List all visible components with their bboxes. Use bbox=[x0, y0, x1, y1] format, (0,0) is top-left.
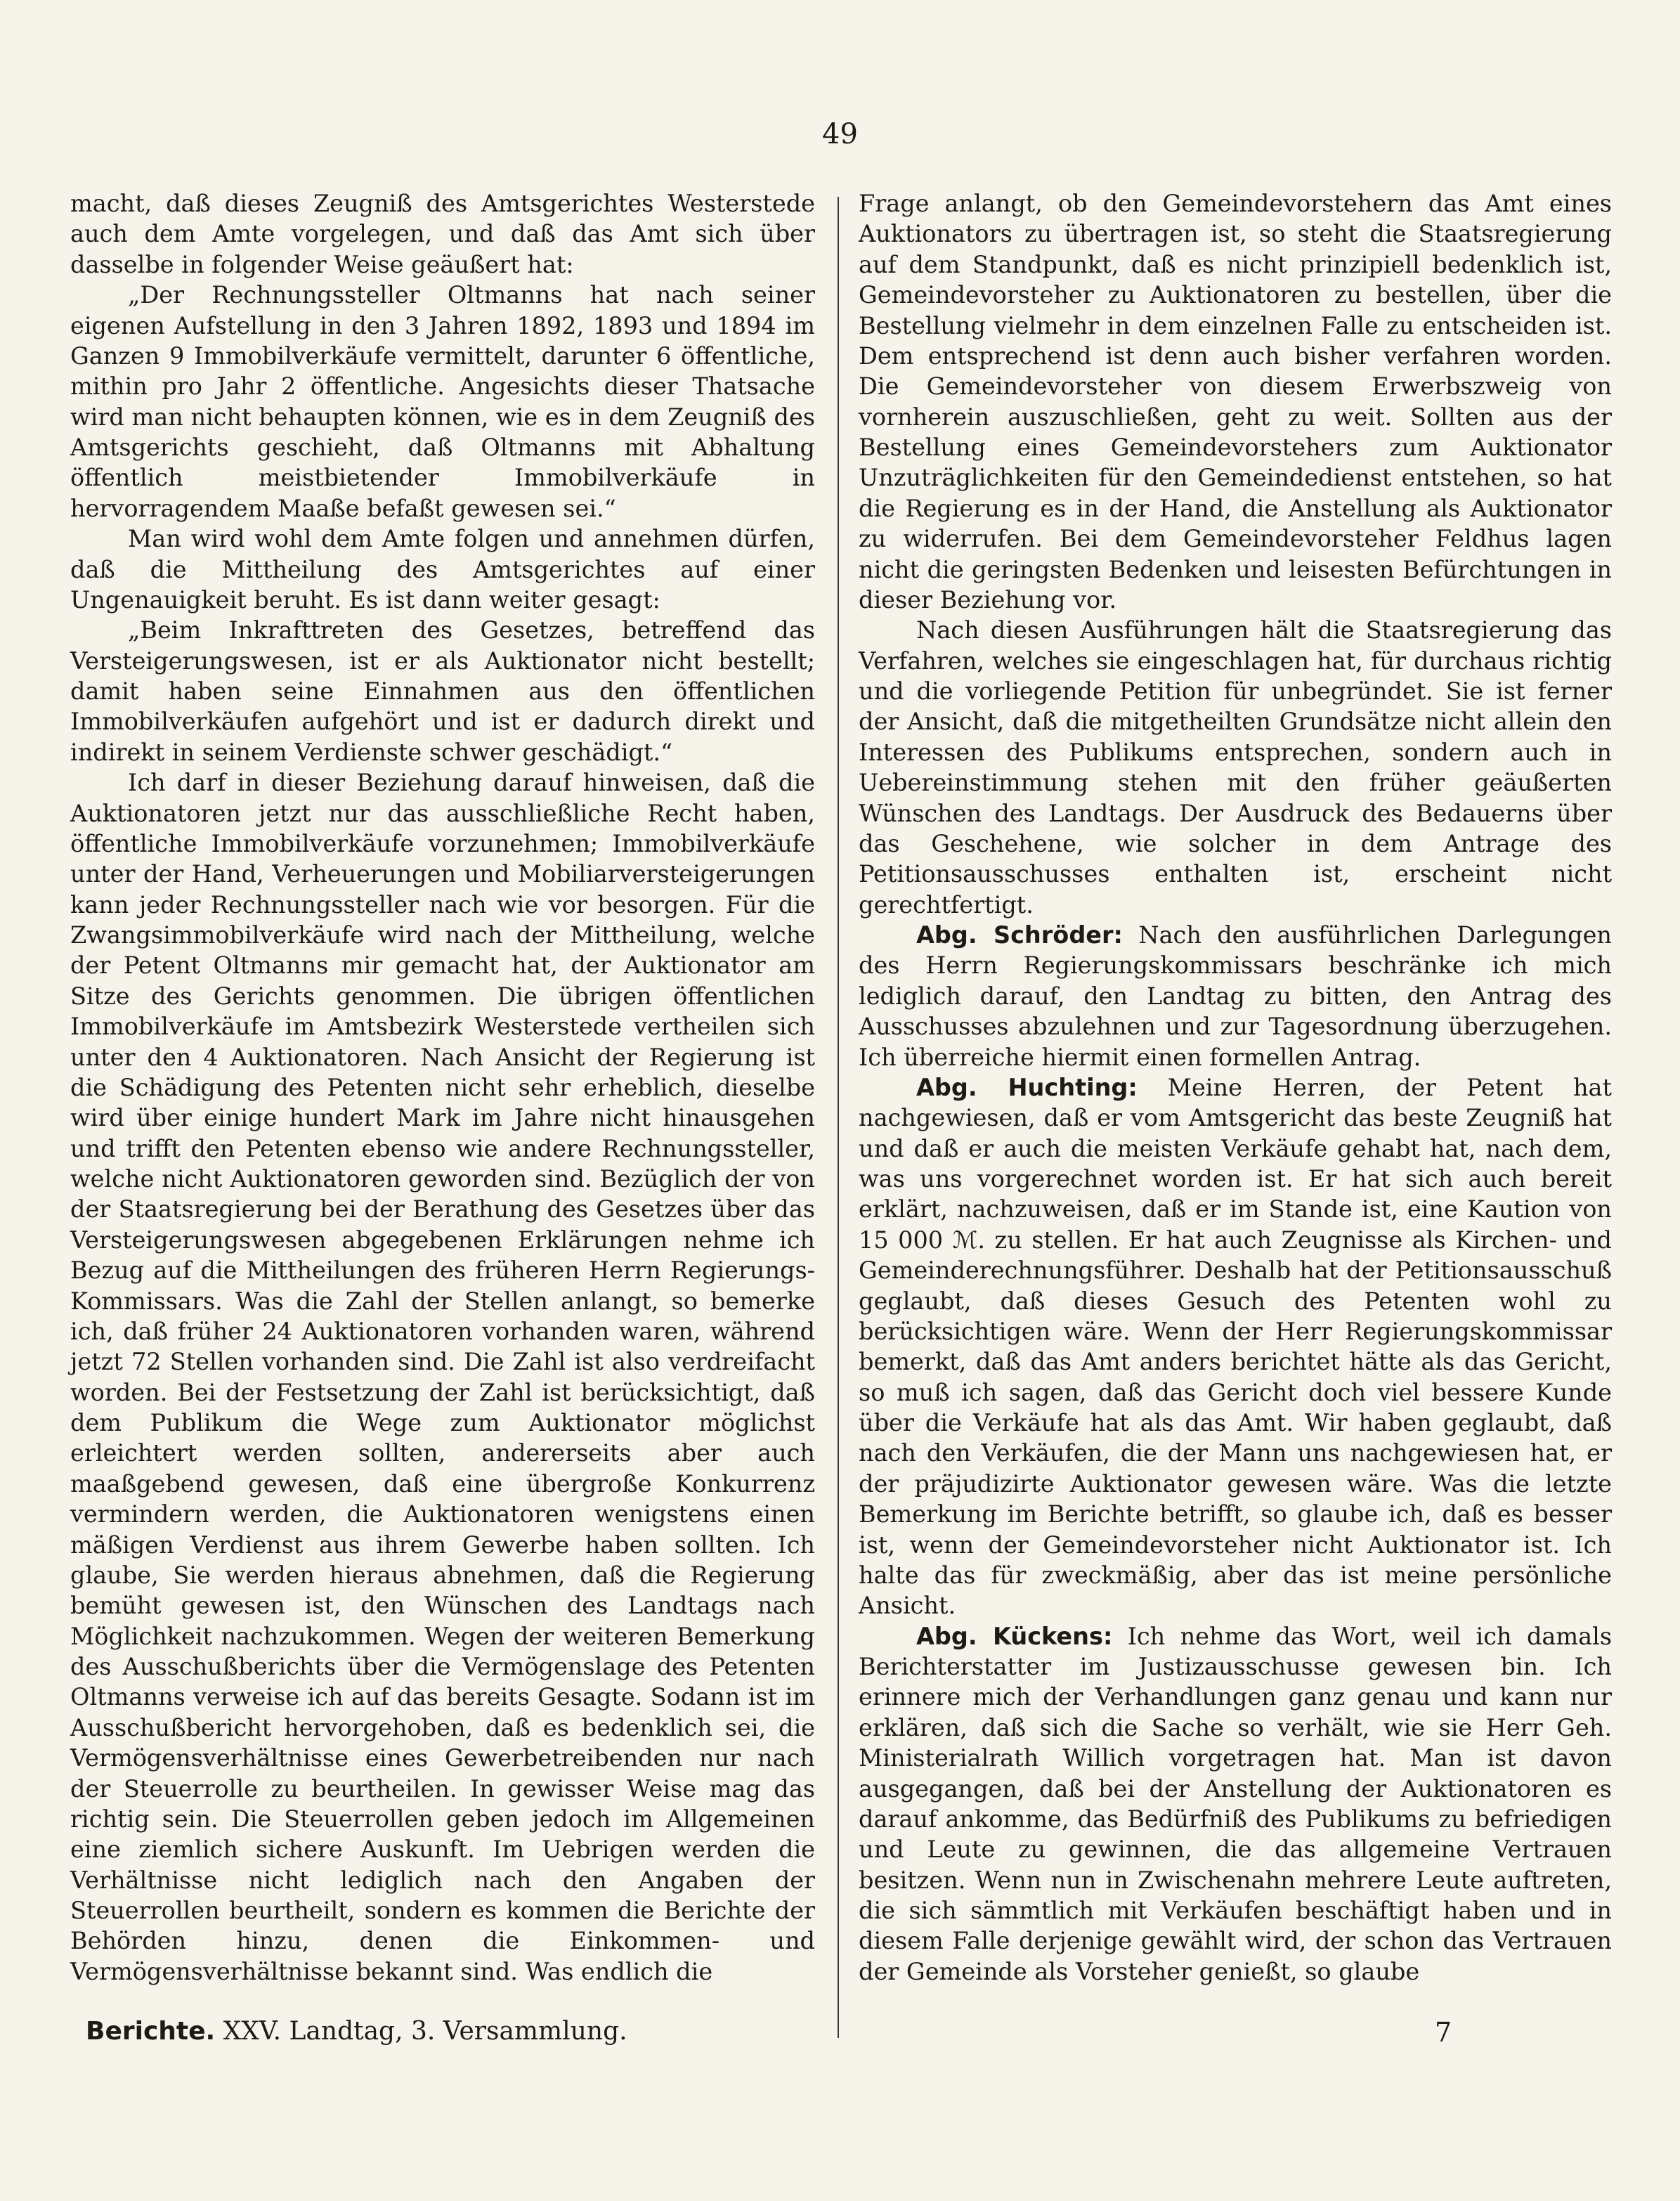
paragraph bbox=[859, 1072, 1612, 1621]
footer-signature-text: XXV. Landtag, 3. Versammlung. bbox=[215, 2017, 627, 2046]
paragraph-text: „Beim Inkrafttreten des Gesetzes, betreffend das Versteigerungswesen, ist er als Auktionator nicht bestellt; damit haben seine Einnahmen aus den öffentlichen Immobilverkäufen aufgehört und ist er dadurch direkt und indirekt in seinem Verdienste schwer geschädigt.“ bbox=[70, 616, 815, 766]
paragraph-text: Frage anlangt, ob den Gemeindevorstehern das Amt eines Auktionators zu übertragen ist, so steht die Staatsregierung auf dem Standpunkt, daß es nicht prinzipiell bedenklich ist, Gemeindevorsteher zu Auktionatoren zu bestellen, über die Bestellung vielmehr in dem einzelnen Falle zu entscheiden ist. Dem entsprechend ist denn auch bisher verfahren worden. Die Gemeindevorsteher von diesem Erwerbszweig von vornherein auszuschließen, geht zu weit. Sollten aus der Bestellung eines Gemeindevorstehers zum Auktionator Unzuträglichkeiten für den Gemeindedienst entstehen, so hat die Regierung es in der Hand, die Anstellung als Auktionator zu widerrufen. Bei dem Gemeindevorsteher Feldhus lagen nicht die geringsten Bedenken und leisesten Befürchtungen in dieser Beziehung vor. bbox=[859, 190, 1612, 613]
speaker-name: Abg. Kückens: bbox=[916, 1622, 1113, 1650]
left-column bbox=[70, 188, 815, 1987]
speaker-name: Abg. Schröder: bbox=[916, 921, 1123, 949]
footer-signature bbox=[86, 2017, 627, 2046]
paragraph bbox=[70, 767, 815, 1987]
right-column bbox=[859, 188, 1612, 1987]
sheet-number: 7 bbox=[1435, 2017, 1452, 2048]
paragraph-text: macht, daß dieses Zeugniß des Amtsgerichtes Westerstede auch dem Amte vorgelegen, und daß das Amt sich über dasselbe in folgender Weise geäußert hat: bbox=[70, 190, 815, 278]
footer-signature-word: Berichte. bbox=[86, 2017, 216, 2046]
paragraph bbox=[70, 615, 815, 767]
paragraph bbox=[70, 188, 815, 280]
paragraph-text: Nach den ausführlichen Darlegungen des Herrn Regierungskommissars beschränke ich mich lediglich darauf, den Landtag zu bitten, den Antrag des Ausschusses abzulehnen und zur Tagesordnung überzugehen. Ich überreiche hiermit einen formellen Antrag. bbox=[859, 921, 1613, 1071]
page-number: 49 bbox=[822, 118, 858, 150]
paragraph bbox=[859, 615, 1612, 920]
paragraph-text: Ich darf in dieser Beziehung darauf hinweisen, daß die Auktionatoren jetzt nur das ausschließliche Recht haben, öffentliche Immobilverkäufe vorzunehmen; Immobilverkäufe unter der Hand, Verheuerungen und Mobiliarversteigerungen kann jeder Rechnungssteller nach wie vor besorgen. Für die Zwangsimmobilverkäufe wird nach der Mittheilung, welche der Petent Oltmanns mir gemacht hat, der Auktionator am Sitze des Gerichts genommen. Die übrigen öffentlichen Immobilverkäufe im Amtsbezirk Westerstede vertheilen sich unter den 4 Auktionatoren. Nach Ansicht der Regierung ist die Schädigung des Petenten nicht sehr erheblich, dieselbe wird über einige hundert Mark im Jahre nicht hinausgehen und trifft den Petenten ebenso wie andere Rechnungssteller, welche nicht Auktionatoren geworden sind. Bezüglich der von der Staatsregierung bei der Berathung des Gesetzes über das Versteigerungswesen abgegebenen Erklärungen nehme ich Bezug auf die Mittheilungen des früheren Herrn Regierungs-Kommissars. Was die Zahl der Stellen anlangt, so bemerke ich, daß früher 24 Auktionatoren vorhanden waren, während jetzt 72 Stellen vorhanden sind. Die Zahl ist also verdreifacht worden. Bei der Festsetzung der Zahl ist berücksichtigt, daß dem Publikum die Wege zum Auktionator möglichst erleichtert werden sollten, andererseits aber auch maaßgebend gewesen, daß eine übergroße Konkurrenz vermindern werden, die Auktionatoren wenigstens einen mäßigen Verdienst aus ihrem Gewerbe haben sollten. Ich glaube, Sie werden hieraus abnehmen, daß die Regierung bemüht gewesen ist, den Wünschen des Landtags nach Möglichkeit nachzukommen. Wegen der weiteren Bemerkung des Ausschußberichts über die Vermögenslage des Petenten Oltmanns verweise ich auf das bereits Gesagte. Sodann ist im Ausschußbericht hervorgehoben, daß es bedenklich sei, die Vermögensverhältnisse eines Gewerbetreibenden nur nach der Steuerrolle zu beurtheilen. In gewisser Weise mag das richtig sein. Die Steuerrollen geben jedoch im Allgemeinen eine ziemlich sichere Auskunft. Im Uebrigen werden die Verhältnisse nicht lediglich nach den Angaben der Steuerrollen beurtheilt, sondern es kommen die Berichte der Behörden hinzu, denen die Einkommen- und Vermögensverhältnisse bekannt sind. Was endlich die bbox=[70, 769, 815, 1985]
paragraph bbox=[859, 1621, 1612, 1987]
paragraph-text: Ich nehme das Wort, weil ich damals Berichterstatter im Justizausschusse gewesen bin. Ich erinnere mich der Verhandlungen ganz genau und kann nur erklären, daß sich die Sache so verhält, wie sie Herr Geh. Ministerialrath Willich vorgetragen hat. Man ist davon ausgegangen, daß bei der Anstellung der Auktionatoren es darauf ankomme, das Bedürfniß des Publikums zu befriedigen und Leute zu gewinnen, die das allgemeine Vertrauen besitzen. Wenn nun in Zwischenahn mehrere Leute auftreten, die sich sämmtlich mit Verkäufen beschäftigt haben und in diesem Falle derjenige gewählt wird, der schon das Vertrauen der Gemeinde als Vorsteher genießt, so glaube bbox=[859, 1622, 1613, 1985]
paragraph bbox=[70, 280, 815, 524]
paragraph-text: Meine Herren, der Petent hat nachgewiesen, daß er vom Amtsgericht das beste Zeugniß hat und daß er auch die meisten Verkäufe gehabt hat, nach dem, was uns vorgerechnet worden ist. Er hat sich auch bereit erklärt, nachzuweisen, daß er im Stande ist, eine Kaution von 15 000 ℳ. zu stellen. Er hat auch Zeugnisse als Kirchen- und Gemeinderechnungsführer. Deshalb hat der Petitionsausschuß geglaubt, daß dieses Gesuch des Petenten wohl zu berücksichtigen wäre. Wenn der Herr Regierungskommissar bemerkt, daß das Amt anders berichtet hätte als das Gericht, so muß ich sagen, daß das Gericht doch viel bessere Kunde über die Verkäufe hat als das Amt. Wir haben geglaubt, daß nach den Verkäufen, die der Mann uns nachgewiesen hat, er der präjudizirte Auktionator gewesen wäre. Was die letzte Bemerkung im Berichte betrifft, so glaube ich, daß es besser ist, wenn der Gemeindevorsteher nicht Auktionator ist. Ich halte das für zweckmäßig, aber das ist meine persönliche Ansicht. bbox=[859, 1073, 1612, 1620]
paragraph bbox=[859, 188, 1612, 615]
paragraph-text: Nach diesen Ausführungen hält die Staatsregierung das Verfahren, welches sie eingeschlagen hat, für durchaus richtig und die vorliegende Petition für unbegründet. Sie ist ferner der Ansicht, daß die mitgetheilten Grundsätze nicht allein den Interessen des Publikums entsprechen, sondern auch in Uebereinstimmung stehen mit den früher geäußerten Wünschen des Landtags. Der Ausdruck des Bedauerns über das Geschehene, wie solcher in dem Antrage des Petitionsausschusses enthalten ist, erscheint nicht gerechtfertigt. bbox=[859, 616, 1612, 918]
paragraph bbox=[70, 524, 815, 615]
speaker-name: Abg. Huchting: bbox=[916, 1073, 1138, 1101]
paragraph-text: Man wird wohl dem Amte folgen und annehmen dürfen, daß die Mittheilung des Amtsgerichtes auf einer Ungenauigkeit beruht. Es ist dann weiter gesagt: bbox=[70, 525, 815, 613]
column-divider bbox=[838, 197, 839, 2038]
paragraph-text: „Der Rechnungssteller Oltmanns hat nach seiner eigenen Aufstellung in den 3 Jahren 1892, 1893 und 1894 im Ganzen 9 Immobilverkäufe vermittelt, darunter 6 öffentliche, mithin pro Jahr 2 öffentliche. Angesichts dieser Thatsache wird man nicht behaupten können, wie es in dem Zeugniß des Amtsgerichts geschieht, daß Oltmanns mit Abhaltung öffentlich meistbietender Immobilverkäufe in hervorragendem Maaße befaßt gewesen sei.“ bbox=[70, 281, 815, 522]
paragraph bbox=[859, 920, 1612, 1072]
